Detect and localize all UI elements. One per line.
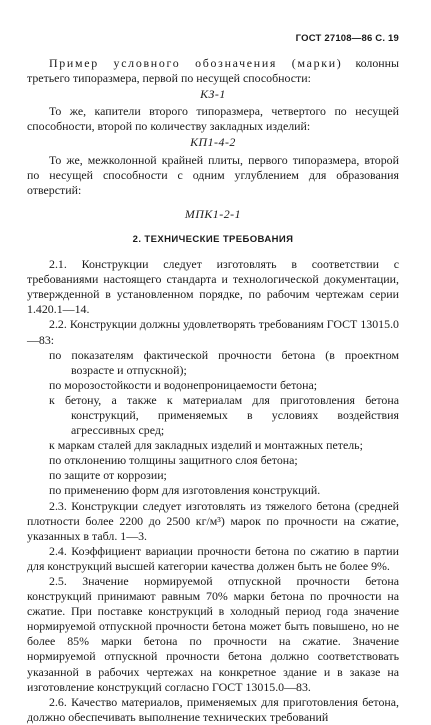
slab-paragraph: То же, межколонной крайней плиты, первого типоразмера, второй по несущей способности с одним углублением для образования отверстий: <box>27 152 399 197</box>
capital-paragraph: То же, капители второго типоразмера, четвертого по несущей способности, второй по количеству закладных изделий: <box>27 104 399 134</box>
list-item: по применению форм для изготовления конструкций. <box>49 483 321 498</box>
clause-2-2-list <box>27 348 399 499</box>
clause-2-1: 2.1. Конструкции следует изготовлять в соответствии с требованиями настоящего стандарта и технологической документации, утвержденной в установленном порядке, по рабочим чертежам серии 1.420.1—14. <box>27 257 399 317</box>
clause-2-6: 2.6. Качество материалов, применяемых для приготовления бетона, должно обеспечивать выполнение технических требований <box>27 694 399 724</box>
document-body <box>27 56 399 725</box>
example-lead: Пример условного обозначения (марки) <box>49 56 343 70</box>
example-paragraph <box>27 56 399 86</box>
designation-capital: КП1-4-2 <box>190 135 236 150</box>
section-title: 2. ТЕХНИЧЕСКИЕ ТРЕБОВАНИЯ <box>132 233 294 245</box>
designation-column: КЗ-1 <box>200 87 226 102</box>
example-rest: колонны третьего типоразмера, первой по несущей способности: <box>27 56 400 86</box>
list-item: к бетону, а также к материалам для приготовления бетона конструкций, применяемых в условиях воздействия агрессивных сред; <box>49 392 399 438</box>
clause-2-2: 2.2. Конструкции должны удовлетворять требованиям ГОСТ 13015.0—83: <box>27 317 399 347</box>
clause-2-4: 2.4. Коэффициент вариации прочности бетона по сжатию в партии для конструкций высшей категории качества должен быть не более 9%. <box>27 543 399 573</box>
list-item: по защите от коррозии; <box>49 468 167 483</box>
list-item: по морозостойкости и водонепроницаемости бетона; <box>49 377 318 392</box>
clause-2-3: 2.3. Конструкции следует изготовлять из тяжелого бетона (средней плотности более 2200 до 2500 кг/м³) марок по прочности на сжатие, указанных в табл. 1—3. <box>27 498 399 543</box>
page-header: ГОСТ 27108—86 С. 19 <box>295 33 399 44</box>
list-item: по отклонению толщины защитного слоя бетона; <box>49 453 298 468</box>
clause-2-5: 2.5. Значение нормируемой отпускной прочности бетона конструкций принимают равным 70% марки бетона по прочности на сжатие. При поставке конструкций в холодный период года значение нормируемой отпускной прочности бетона может быть повышено, но не более 85% марки бетона по прочности на сжатие. Значение нормируемой отпускной прочности бетона должно соответствовать указанной в рабочих чертежах на конкретное здание и в заказе на изготовление конструкций согласно ГОСТ 13015.0—83. <box>27 574 399 694</box>
list-item: по показателям фактической прочности бетона (в проектном возрасте и отпускной); <box>49 347 399 377</box>
designation-slab: МПК1-2-1 <box>184 206 242 221</box>
list-item: к маркам сталей для закладных изделий и монтажных петель; <box>49 438 363 453</box>
